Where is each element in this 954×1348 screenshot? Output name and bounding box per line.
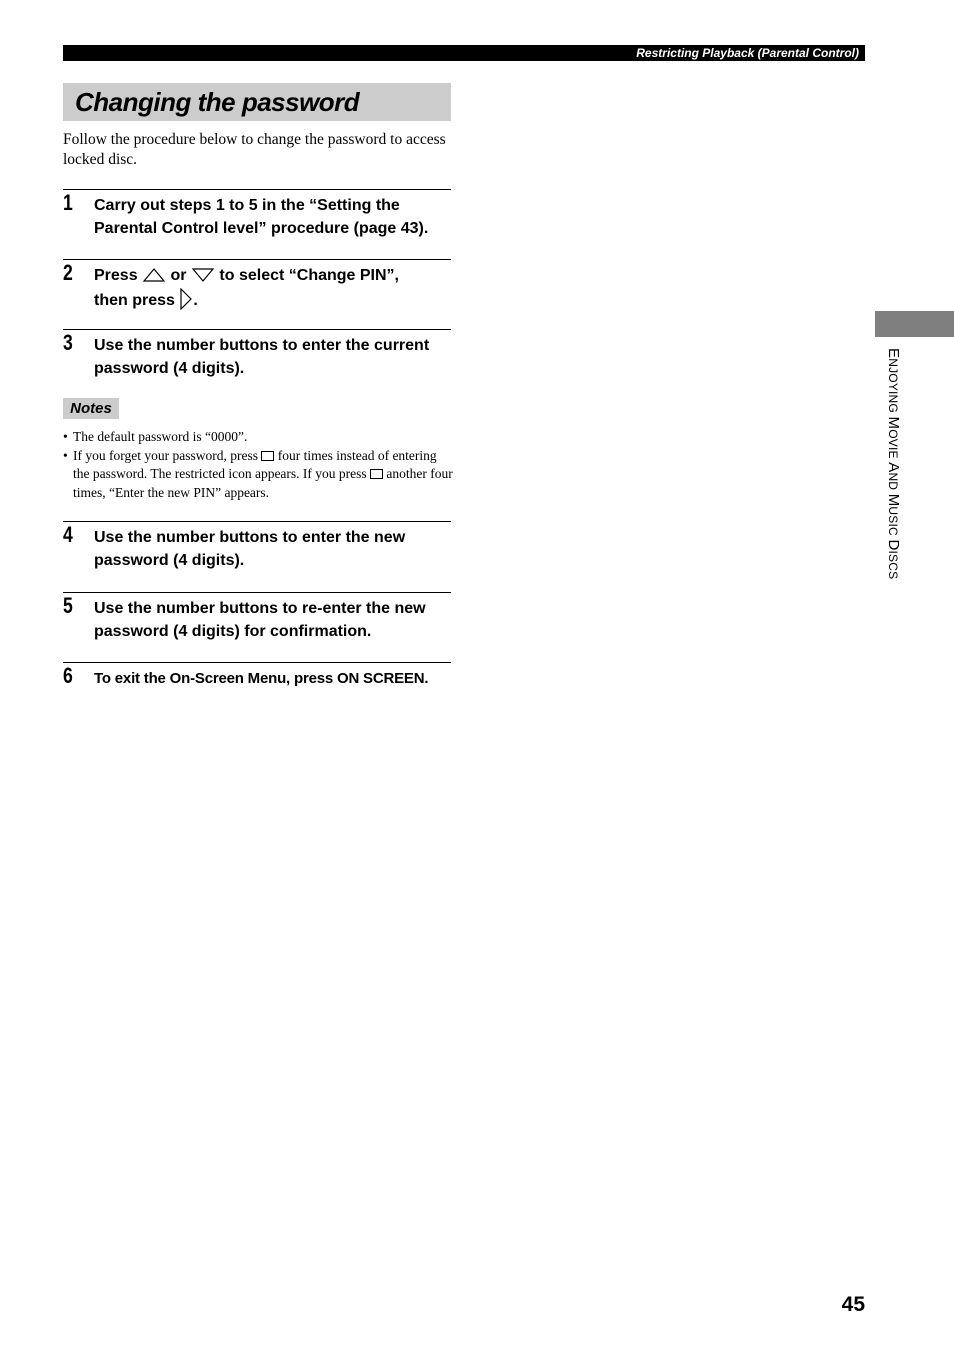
step-1 — [63, 189, 451, 258]
step-text-part: or — [170, 267, 187, 284]
step-text: Use the number buttons to enter the current password (4 digits). — [94, 337, 430, 377]
step-text-part: then press — [94, 291, 175, 309]
notes-list — [63, 428, 453, 502]
step-text: Use the number buttons to enter the new password (4 digits). — [94, 529, 406, 569]
step-text-part: Press — [94, 267, 138, 284]
side-tab — [875, 311, 954, 337]
chapter-label: ENJOYING MOVIE AND MUSIC DISCS — [885, 348, 902, 580]
stop-square-icon — [370, 469, 383, 479]
right-triangle-icon — [179, 288, 193, 310]
notes-label: Notes — [63, 398, 119, 419]
up-triangle-icon — [142, 267, 166, 283]
step-number: 4 — [63, 522, 73, 547]
step-text: Use the number buttons to re-enter the new password (4 digits) for confirmation. — [94, 600, 426, 640]
page-title: Changing the password — [75, 87, 360, 117]
step-text-part: . — [193, 291, 198, 309]
step-text: Carry out steps 1 to 5 in the “Setting the Parental Control level” procedure (page 43). — [94, 197, 429, 237]
note-text: If you forget your password, press — [73, 447, 258, 463]
step-number: 5 — [63, 593, 73, 618]
step-text — [94, 265, 454, 312]
step-text-part: to select “Change PIN”, — [219, 267, 399, 284]
step-number: 2 — [63, 260, 73, 285]
intro-paragraph: Follow the procedure below to change the password to access locked disc. — [63, 131, 446, 168]
step-2 — [63, 259, 451, 328]
title-box — [63, 83, 451, 121]
step-6 — [63, 662, 451, 703]
note-text: another four times, “Enter the new PIN” appears. — [73, 466, 453, 500]
step-text: To exit the On-Screen Menu, press ON SCREEN. — [94, 670, 429, 687]
note-text: four times instead of entering the password. The restricted icon appears. If you press — [73, 447, 437, 482]
page-number: 45 — [841, 1293, 865, 1316]
section-title: Restricting Playback (Parental Control) — [636, 46, 859, 60]
down-triangle-icon — [191, 267, 215, 283]
step-number: 1 — [63, 190, 73, 215]
step-number: 6 — [63, 663, 73, 688]
stop-square-icon — [261, 451, 274, 461]
step-3 — [63, 329, 451, 398]
note-text: The default password is “0000”. — [73, 429, 248, 444]
note-item — [63, 428, 453, 447]
note-item — [63, 447, 453, 503]
step-number: 3 — [63, 330, 73, 355]
step-4 — [63, 521, 451, 590]
step-5 — [63, 592, 451, 661]
header-bar — [63, 45, 865, 61]
